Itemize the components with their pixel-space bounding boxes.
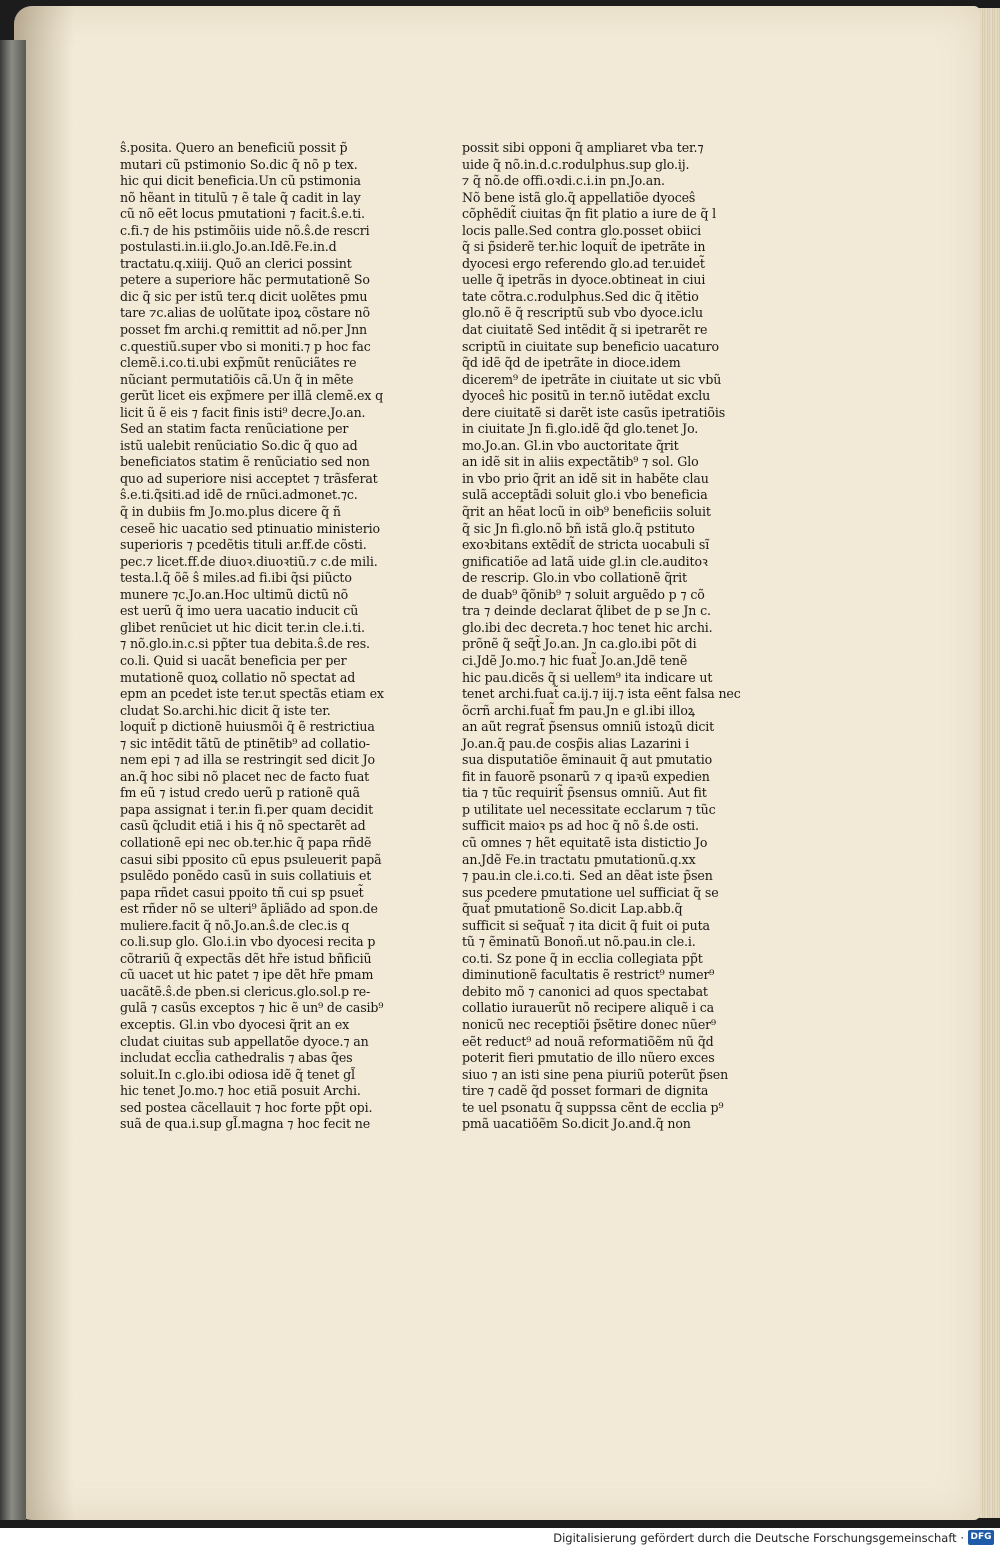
text-line: munere ⁊c.Jo.an.Hoc ultimũ dictũ nõ [120,586,349,602]
text-line: mutari cũ pstimonio So.dic q̃ nõ p tex. [120,156,358,172]
text-line: istũ ualebit renũciatio So.dic q̃ quo ad [120,437,358,453]
text-line: sua disputatiõe ẽminauit q̃ aut pmutatio [462,752,713,768]
text-line: nem epi ⁊ ad illa se restringit sed dicit Jo [120,752,375,768]
text-line: poterit fieri pmutatio de illo nũero exces [462,1050,715,1066]
text-line: ceseẽ hic uacatio sed ptinuatio ministerio [120,520,380,536]
text-line: c.questiũ.super vbo si moniti.⁊ p hoc fac [120,338,371,354]
text-line: siuo ⁊ an isti sine pena piuriũ poterũt p̃sen [462,1066,729,1082]
text-line: nũciant permutatiõis cã.Un q̃ in mẽte [120,371,354,387]
text-line: sulã acceptãdi soluit glo.i vbo beneficia [462,487,708,503]
text-line: tate cõtra.c.rodulphus.Sed dic q̃ itẽtio [462,288,699,304]
text-line: sufficit maioꝛ ps ad hoc q̃ nõ ŝ.de osti. [462,818,699,834]
text-line: te uel psonatu q̃ suppssa cẽnt de ecclia p⁹ [462,1099,724,1115]
text-line: q̃ si p̃siderẽ ter.hic loquit̃ de ipetrãte in [462,239,706,255]
text-line: uide q̃ nõ.in.d.c.rodulphus.sup glo.ij. [462,156,690,172]
text-line: sed postea cãcellauit ⁊ hoc forte pp̃t opi. [120,1099,373,1115]
text-line: dat ciuitatẽ Sed intẽdit q̃ si ipetrarẽt re [462,322,708,338]
text-line: ⁊ q̃ nõ.de offi.oꝛdi.c.i.in pn.Jo.an. [462,173,665,189]
left-text-column [120,140,384,1133]
text-line: tũ ⁊ ẽminatũ Bonoñ.ut nõ.pau.in cle.i. [462,934,696,950]
text-line: co.li. Quid si uacãt beneficia per per [120,652,347,668]
text-line: q̃uat̃ pmutationẽ So.dicit Lap.abb.q̃ [462,901,683,917]
text-line: de duab⁹ q̃õnib⁹ ⁊ soluit arguẽdo p ⁊ cõ [462,586,705,602]
text-line: cũ nõ eẽt locus pmutationi ⁊ facit.ŝ.e.ti. [120,206,365,222]
text-line: possit sibi opponi q̃ ampliaret vba ter.⁊ [462,140,704,155]
text-line: cũ omnes ⁊ hẽt equitatẽ ista distictio Jo [462,834,708,850]
text-line: petere a superiore hãc permutationẽ So [120,272,370,288]
text-line: cõtrariũ q̃ expectãs dẽt hr̃e istud bñficiũ [120,950,372,966]
text-line: Nõ bene istã glo.q̃ appellatiõe dyoceŝ [462,189,696,205]
text-line: tractatu.q.xiiij. Quõ an clerici possint [120,255,352,271]
text-line: hic pau.dicẽs q̃ si uellem⁹ ita indicare ut [462,669,713,685]
text-line: sus pcedere pmutatione uel sufficiat q̃ se [462,884,719,900]
text-line: quo ad superiore nisi acceptet ⁊ trãsferat [120,470,378,486]
text-line: q̃ sic Jn fi.glo.nõ bñ istã glo.q̃ pstituto [462,520,695,536]
text-line: ŝ.e.ti.q̃siti.ad idẽ de rnũci.admonet.⁊c. [120,487,358,503]
text-line: scriptũ in ciuitate sup beneficio uacaturo [462,338,719,354]
right-text-column [462,140,741,1133]
text-line: fit in fauorẽ psonarũ ⁊ q ipaꝛũ expedien [462,768,710,784]
text-line: cludat So.archi.hic dicit q̃ iste ter. [120,702,331,718]
text-line: uelle q̃ ipetrãs in dyoce.obtineat in ciui [462,272,706,288]
text-line: muliere.facit q̃ nõ.Jo.an.ŝ.de clec.is q [120,917,350,933]
text-line: cõphẽdit̃ ciuitas q̃n fit platio a iure de q̃ l [462,206,717,222]
text-line: clemẽ.i.co.ti.ubi exp̃mũt renũciãtes re [120,355,357,371]
funding-credit: Digitalisierung gefördert durch die Deutsche Forschungsgemeinschaft · [553,1531,964,1545]
text-line: gnificatiõe ad latã uide gl.in cle.auditoꝛ [462,553,708,569]
text-line: glibet renũciet ut hic dicit ter.in cle.i.ti. [120,619,365,635]
text-line: dic q̃ sic per istũ ter.q dicit uolẽtes pmu [120,288,368,304]
text-line: prõnẽ q̃ seq̃t̃ Jo.an. Jn ca.glo.ibi põt di [462,636,697,652]
text-line: collatio iurauerũt nõ recipere aliquẽ i ca [462,1000,715,1016]
text-line: casui sibi pposito cũ epus psuleuerit papã [120,851,382,867]
text-line: licit ũ ẽ eis ⁊ facit finis isti⁹ decre.Jo.an. [120,404,366,420]
text-line: ⁊ nõ.glo.in.c.si pp̃ter tua debita.ŝ.de res. [120,636,370,652]
text-line: sufficit si seq̃uat̃ ⁊ ita dicit q̃ fuit oi puta [462,917,710,933]
text-line: an aũt regrat̃ p̃sensus omniũ istoꝝũ dicit [462,719,715,735]
page-edges [978,8,1000,1518]
text-line: est uerũ q̃ imo uera uacatio inducit cũ [120,603,359,619]
text-line: dyocesi ergo referendo glo.ad ter.uidet̃ [462,255,705,271]
text-line: c.fi.⁊ de his pstimõiis uide nõ.ŝ.de rescri [120,222,370,238]
text-line: cludat ciuitas sub appellatõe dyoce.⁊ an [120,1033,369,1049]
text-line: ⁊ sic intẽdit tãtũ de ptinẽtib⁹ ad collatio- [120,735,370,751]
text-line: epm an pcedet iste ter.ut spectãs etiam ex [120,686,384,702]
text-line: exoꝛbitans extẽdit̃ de stricta uocabuli sĩ [462,537,710,553]
text-line: dicerem⁹ de ipetrãte in ciuitate ut sic vbũ [462,371,722,387]
text-line: uacãtẽ.ŝ.de pben.si clericus.glo.sol.p re- [120,983,371,999]
text-line: tra ⁊ deinde declarat q̃libet de p se Jn c. [462,603,711,619]
text-line: nõ hẽant in titulũ ⁊ ẽ tale q̃ cadit in lay [120,189,361,205]
text-line: cũ uacet ut hic patet ⁊ ipe dẽt hr̃e pmam [120,967,374,983]
text-line: collationẽ epi nec ob.ter.hic q̃ papa rñdẽ [120,834,372,850]
text-line: q̃ in dubiis fm Jo.mo.plus dicere q̃ ñ [120,504,341,520]
text-line: testa.l.q̃ õẽ ŝ miles.ad fi.ibi q̃si piũcto [120,570,352,586]
text-line: ⁊ pau.in cle.i.co.ti. Sed an dẽat iste p̃sen [462,868,713,884]
text-line: fm eũ ⁊ istud credo uerũ p rationẽ quã [120,785,360,801]
text-line: q̃d idẽ q̃d de ipetrãte in dioce.idem [462,355,681,371]
text-line: locis palle.Sed contra glo.posset obiici [462,222,702,238]
text-line: pec.⁊ licet.ff.de diuoꝛ.diuoꝛtiũ.⁊ c.de mili. [120,553,378,569]
text-line: glo.ibi dec decreta.⁊ hoc tenet hic archi. [462,619,713,635]
text-line: postulasti.in.ii.glo.Jo.an.Idẽ.Fe.in.d [120,239,337,255]
text-line: debito mõ ⁊ canonici ad quos spectabat [462,983,708,999]
text-line: loquit̃ p dictionẽ huiusmõi q̃ ẽ restrictiua [120,719,375,735]
text-line: gerũt licet eis exp̃mere per illã clemẽ.ex q [120,388,384,404]
text-line: Jo.an.q̃ pau.de cosp̃is alias Lazarini i [462,735,690,751]
text-line: superioris ⁊ pcedẽtis tituli ar.ff.de cõsti. [120,537,367,553]
text-line: co.ti. Sz pone q̃ in ecclia collegiata pp̃t [462,950,703,966]
text-line: papa rñdet casui ppoito tñ cui sp psuet̃ [120,884,364,900]
text-line: q̃rit an hẽat locũ in oib⁹ beneficiis soluit [462,504,711,520]
text-line: tire ⁊ cadẽ q̃d posset formari de dignita [462,1083,709,1099]
text-line: õcrñ archi.fuat̃ fm pau.Jn e gl.ibi illoꝝ [462,702,695,718]
text-line: casũ q̃cludit etiã i his q̃ nõ spectarẽt ad [120,818,366,834]
text-line: an.Jdẽ Fe.in tractatu pmutationũ.q.xx [462,851,696,867]
text-line: glo.nõ ẽ q̃ rescriptũ sub vbo dyoce.iclu [462,305,703,321]
text-line: tia ⁊ tũc requirit̃ p̃sensus omniũ. Aut fit [462,785,707,801]
text-line: eẽt reduct⁹ ad nouã reformatiõẽm nũ q̃d [462,1033,714,1049]
text-line: posset fm archi.q remittit ad nõ.per Jnn [120,322,367,338]
text-line: diminutionẽ facultatis ẽ restrict⁹ numer⁹ [462,967,715,983]
text-line: est rñder nõ se ulteri⁹ ãpliãdo ad spon.de [120,901,378,917]
text-line: pmã uacatiõẽm So.dicit Jo.and.q̃ non [462,1116,691,1132]
text-line: tenet archi.fuat̃ ca.ij.⁊ iij.⁊ ista eẽnt falsa nec [462,686,741,702]
text-line: an.q̃ hoc sibi nõ placet nec de facto fuat [120,768,370,784]
dfg-logo: DFG [968,1530,994,1545]
text-line: dyoceŝ hic positũ in ter.nõ iutẽdat exclu [462,388,711,404]
text-line: beneficiatos statim ẽ renũciatio sed non [120,454,370,470]
text-line: p utilitate uel necessitate ecclarum ⁊ tũc [462,801,716,817]
text-line: co.li.sup glo. Glo.i.in vbo dyocesi recita p [120,934,376,950]
text-line: in vbo prio q̃rit an idẽ sit in habẽte clau [462,470,709,486]
text-line: Sed an statim facta renũciatione per [120,421,349,437]
text-line: an idẽ sit in aliis expectãtib⁹ ⁊ sol. Glo [462,454,699,470]
text-line: hic qui dicit beneficia.Un cũ pstimonia [120,173,361,189]
text-line: mutationẽ quoꝝ collatio nõ spectat ad [120,669,356,685]
text-line: includat eccl̃ia cathedralis ⁊ abas q̃es [120,1050,353,1066]
text-line: mo.Jo.an. Gl.in vbo auctoritate q̃rit [462,437,679,453]
text-line: suã de qua.i.sup gl̃.magna ⁊ hoc fecit ne [120,1116,371,1132]
text-line: exceptis. Gl.in vbo dyocesi q̃rit an ex [120,1016,350,1032]
text-line: papa assignat i ter.in fi.per quam decidit [120,801,373,817]
text-line: nonicũ nec receptiõi p̃sẽtire donec nũer⁹ [462,1016,716,1032]
text-line: tare ⁊c.alias de uolũtate ipoꝝ cõstare nõ [120,305,370,321]
text-line: psulẽdo ponẽdo casũ in suis collatiuis et [120,868,372,884]
text-line: hic tenet Jo.mo.⁊ hoc etiã posuit Archi. [120,1083,361,1099]
text-line: soluit.In c.glo.ibi odiosa idẽ q̃ tenet gl̃ [120,1066,355,1082]
text-line: in ciuitate Jn fi.glo.idẽ q̃d glo.tenet Jo. [462,421,699,437]
text-line: gulã ⁊ casũs exceptos ⁊ hic ẽ un⁹ de casib⁹ [120,1000,384,1016]
text-line: dere ciuitatẽ si darẽt iste casũs ipetratiõis [462,404,726,420]
facing-page-edge [0,40,26,1520]
text-line: ŝ.posita. Quero an beneficiũ possit p̃ [120,140,348,155]
text-line: de rescrip. Glo.in vbo collationẽ q̃rit [462,570,687,586]
text-line: ci.Jdẽ Jo.mo.⁊ hic fuat̃ Jo.an.Jdẽ tenẽ [462,652,688,668]
